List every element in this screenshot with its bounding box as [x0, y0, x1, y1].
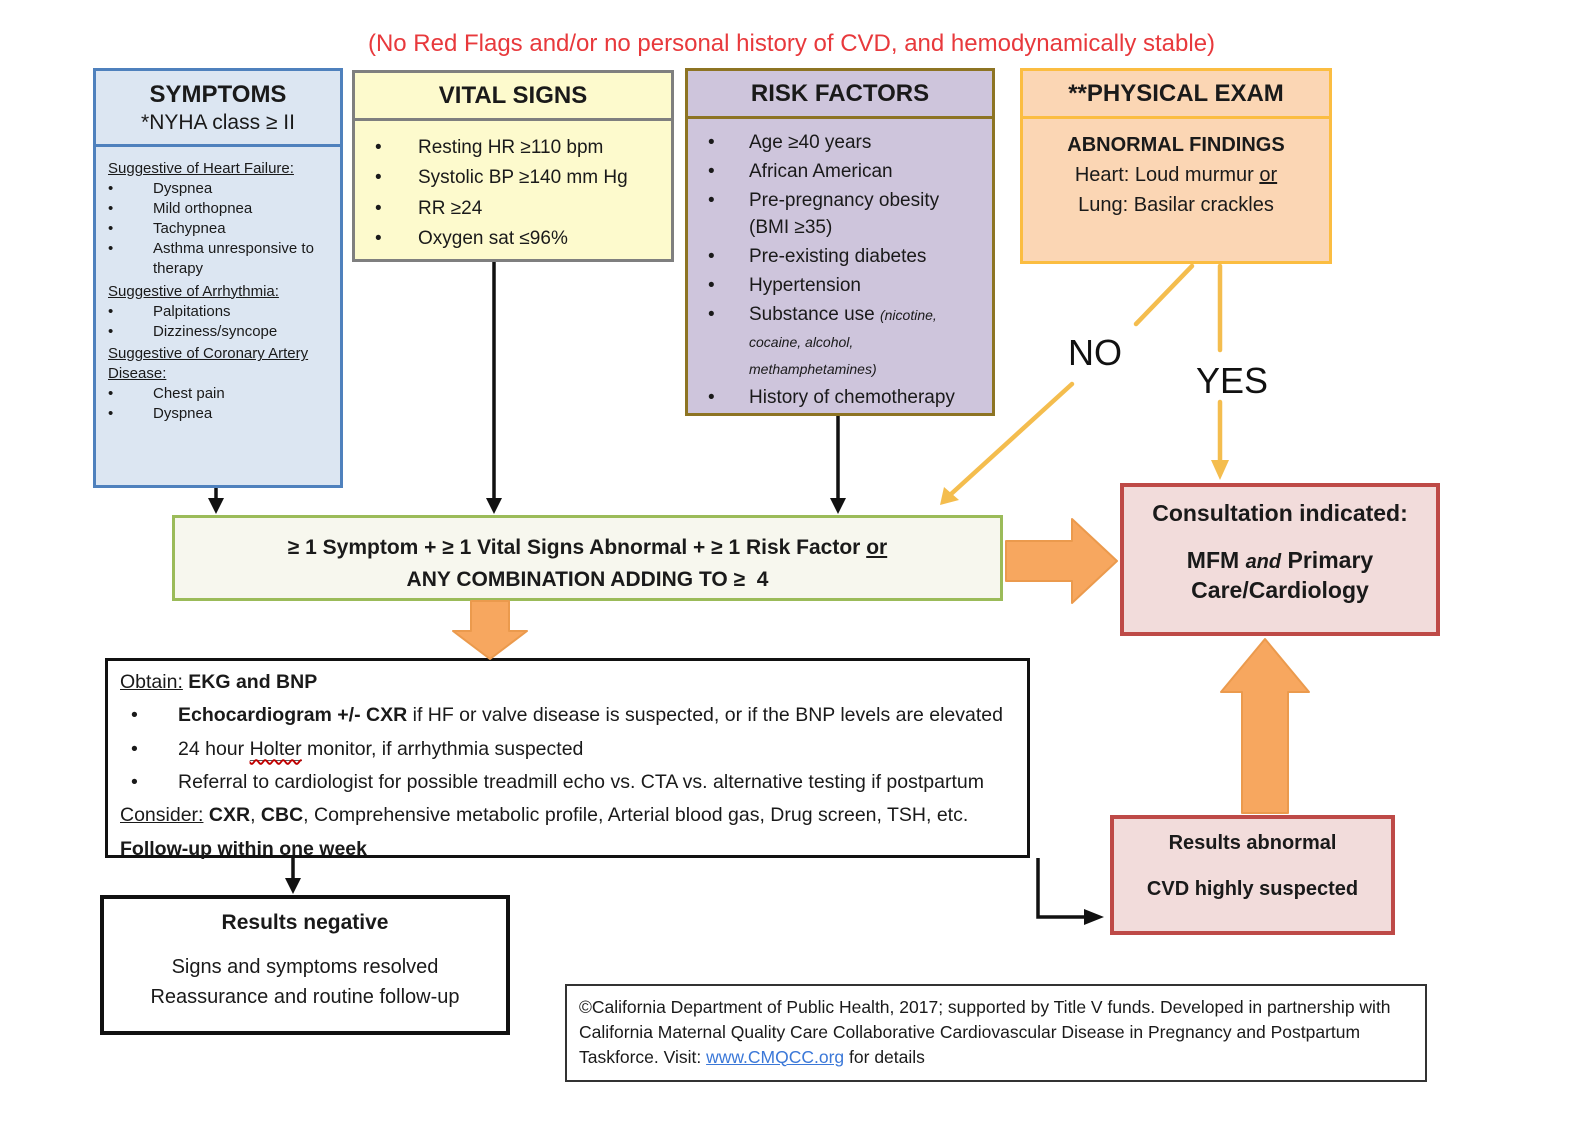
- footer-text-post: for details: [844, 1046, 925, 1067]
- consultation-line2: [1124, 547, 1436, 574]
- symptoms-title: SYMPTOMS: [149, 81, 287, 108]
- list-item: [708, 159, 984, 186]
- vital-signs-title: VITAL SIGNS: [438, 82, 588, 109]
- bullet-icon: •: [375, 167, 382, 189]
- list-item: [375, 133, 667, 163]
- yes-arrowhead: [1211, 460, 1229, 480]
- yes-label: YES: [1196, 360, 1269, 401]
- criteria-line1: [175, 532, 1000, 564]
- bullet-icon: •: [108, 219, 114, 237]
- obtain-to-abnormal-connector: [1038, 858, 1086, 917]
- list-item-label: Referral to cardiologist for possible treadmill echo vs. CTA vs. alternative testing if postpartum: [178, 771, 984, 794]
- followup-line: Follow-up within one week: [120, 837, 367, 860]
- obtain-bullet-3: [120, 770, 1015, 795]
- bullet-icon: •: [708, 245, 715, 267]
- risk-factors-header: [688, 71, 992, 119]
- page-title: (No Red Flags and/or no personal history of CVD, and hemodynamically stable): [367, 30, 1216, 57]
- heart-finding-text: Heart: Loud murmur: [1074, 164, 1260, 186]
- list-item-label: [178, 703, 1015, 728]
- list-item: [108, 384, 334, 404]
- bullet-icon: •: [708, 132, 715, 153]
- bullet-icon: •: [108, 302, 114, 320]
- criteria-to-consultation-arrow: [1006, 519, 1117, 603]
- list-item-label: Resting HR ≥110 bpm: [418, 137, 604, 158]
- holter-word: Holter: [249, 737, 302, 760]
- list-item: [108, 239, 334, 279]
- bullet-icon: •: [708, 160, 715, 182]
- obtain-bullet-1: [120, 703, 1015, 728]
- bullet-icon: •: [131, 771, 138, 794]
- list-item-label: Hypertension: [749, 274, 861, 296]
- symptoms-body: [96, 147, 340, 424]
- results-negative-line2: Reassurance and routine follow-up: [150, 986, 460, 1008]
- list-item-label: Chest pain: [153, 385, 225, 403]
- obtain-to-negative-arrowhead: [285, 878, 301, 894]
- list-item-label: [178, 737, 1015, 762]
- consultation-title: Consultation indicated:: [1152, 500, 1408, 526]
- list-item-label: Age ≥40 years: [749, 132, 872, 153]
- consider-rest: , Comprehensive metabolic profile, Arterial blood gas, Drug screen, TSH, etc.: [303, 804, 969, 827]
- vital-signs-box: [352, 70, 674, 262]
- results-abnormal-title: Results abnormal: [1168, 832, 1337, 854]
- bullet-icon: •: [375, 197, 382, 219]
- results-abnormal-line2: CVD highly suspected: [1146, 878, 1359, 900]
- bullet-icon: •: [108, 239, 114, 257]
- list-item: [708, 302, 984, 383]
- bullet-icon: •: [108, 199, 114, 217]
- consultation-box: [1120, 483, 1440, 636]
- list-item-label: Systolic BP ≥140 mm Hg: [418, 167, 628, 189]
- list-item-label: Asthma unresponsive to therapy: [153, 239, 314, 277]
- criteria-line1-text: ≥ 1 Symptom + ≥ 1 Vital Signs Abnormal + ≥ 1 Risk Factor: [287, 536, 867, 559]
- lung-finding: Lung: Basilar crackles: [1078, 194, 1274, 216]
- bullet-icon: •: [131, 737, 138, 760]
- symptoms-box: [93, 68, 343, 488]
- copyright-footer-box: [565, 984, 1427, 1082]
- echo-cxr-rest: if HF or valve disease is suspected, or if the BNP levels are elevated: [407, 704, 1003, 727]
- risk-factors-body: [688, 119, 992, 412]
- list-item: [108, 302, 334, 322]
- list-item-label: Pre-pregnancy obesity (BMI ≥35): [749, 189, 940, 238]
- bullet-icon: •: [131, 704, 138, 727]
- physical-exam-body: [1023, 119, 1329, 220]
- obtain-heading-bold: EKG and BNP: [182, 671, 318, 693]
- criteria-line1-or: or: [866, 536, 888, 559]
- consider-cxr: CXR: [203, 804, 251, 827]
- results-negative-title: Results negative: [221, 911, 389, 934]
- consider-label: Consider:: [120, 804, 204, 827]
- criteria-to-obtain-arrow: [453, 601, 527, 659]
- criteria-box: [172, 515, 1003, 601]
- vital-signs-header: [355, 73, 671, 121]
- risk-factors-title: RISK FACTORS: [750, 80, 930, 107]
- list-item-label: Oxygen sat ≤96%: [418, 228, 568, 250]
- symptoms-subtitle: *NYHA class ≥ II: [141, 111, 295, 134]
- list-item-label: [749, 302, 984, 383]
- bullet-icon: •: [375, 228, 382, 250]
- vital-signs-body: [355, 121, 671, 255]
- list-item: [375, 163, 667, 193]
- list-item: [108, 404, 334, 424]
- consider-line: [120, 803, 1015, 828]
- list-item-label: Palpitations: [153, 302, 231, 320]
- list-item-label: African American: [749, 160, 893, 182]
- list-item-label: Mild orthopnea: [153, 199, 253, 217]
- risk-factors-box: [685, 68, 995, 416]
- list-item-label: History of chemotherapy: [749, 386, 955, 408]
- consider-cbc: CBC: [260, 804, 304, 827]
- abnormal-findings-label: ABNORMAL FINDINGS: [1067, 134, 1285, 156]
- list-item: [108, 322, 334, 342]
- criteria-line2: ANY COMBINATION ADDING TO ≥ 4: [406, 567, 769, 591]
- heart-finding-or: or: [1259, 164, 1278, 186]
- obtain-bullet-2: [120, 737, 1015, 762]
- no-label: NO: [1068, 332, 1122, 373]
- substance-use-text: Substance use: [749, 303, 880, 325]
- echo-cxr-bold: Echocardiogram +/- CXR: [178, 704, 408, 727]
- list-item: [708, 188, 984, 242]
- results-abnormal-box: [1110, 815, 1395, 935]
- list-item-label: Tachypnea: [153, 219, 226, 237]
- symptoms-to-criteria-arrowhead: [208, 498, 224, 514]
- footer-text-pre: ©California Department of Public Health, 2017; supported by Title V funds. Developed in partnership with California Maternal Quality Care Collaborative Cardiovascular Disease in Pregnancy and Postpartum Taskforce. Visit:: [579, 997, 1391, 1067]
- section-heading-heart-failure: Suggestive of Heart Failure:: [108, 160, 294, 177]
- bullet-icon: •: [375, 137, 382, 158]
- bullet-icon: •: [108, 385, 114, 403]
- symptoms-header: [96, 71, 340, 147]
- cmqcc-link[interactable]: www.CMQCC.org: [706, 1046, 845, 1067]
- vitals-to-criteria-arrowhead: [486, 498, 502, 514]
- holter-pre: 24 hour: [178, 737, 250, 760]
- section-heading-arrhythmia: Suggestive of Arrhythmia:: [108, 282, 279, 300]
- list-item-label: Pre-existing diabetes: [749, 245, 927, 267]
- bullet-icon: •: [708, 274, 715, 296]
- heart-finding: [1023, 160, 1329, 190]
- obtain-label: Obtain:: [120, 671, 183, 693]
- obtain-heading: [120, 670, 1015, 695]
- list-item: [708, 385, 984, 412]
- list-item-label: Dizziness/syncope: [153, 322, 278, 340]
- results-negative-line1: Signs and symptoms resolved: [171, 956, 439, 978]
- bullet-icon: •: [708, 303, 715, 325]
- bullet-icon: •: [708, 386, 715, 408]
- list-item-label: Dyspnea: [153, 405, 213, 423]
- section-heading-coronary: Suggestive of Coronary Artery Disease:: [108, 345, 309, 383]
- consultation-primary: Primary: [1281, 547, 1374, 573]
- bullet-icon: •: [108, 179, 114, 197]
- results-negative-box: [100, 895, 510, 1035]
- list-item: [375, 224, 667, 254]
- abnormal-to-consultation-arrow: [1221, 639, 1309, 813]
- list-item: [108, 219, 334, 239]
- list-item: [708, 130, 984, 157]
- bullet-icon: •: [108, 322, 114, 340]
- obtain-box: [105, 658, 1030, 858]
- risk-to-criteria-arrowhead: [830, 498, 846, 514]
- physical-exam-title: **PHYSICAL EXAM: [1068, 80, 1284, 107]
- consultation-line3: Care/Cardiology: [1191, 577, 1369, 603]
- list-item-label: RR ≥24: [418, 197, 483, 219]
- list-item-label: Dyspnea: [153, 179, 213, 197]
- physical-exam-header: [1023, 71, 1329, 119]
- obtain-to-abnormal-arrowhead: [1084, 909, 1104, 925]
- list-item: [708, 273, 984, 300]
- no-arrowhead: [940, 487, 959, 505]
- substance-use-note: (nicotine, cocaine, alcohol, methamphetamines): [749, 306, 937, 377]
- bullet-icon: •: [108, 405, 114, 423]
- physical-exam-box: [1020, 68, 1332, 264]
- consider-sep: ,: [250, 804, 261, 827]
- consultation-mfm: MFM: [1186, 547, 1246, 573]
- bullet-icon: •: [708, 189, 715, 211]
- consultation-and: and: [1245, 551, 1282, 573]
- list-item: [708, 244, 984, 271]
- list-item: [108, 179, 334, 199]
- no-arrow-upper-segment: [1136, 266, 1192, 324]
- list-item: [375, 194, 667, 224]
- list-item: [108, 199, 334, 219]
- holter-rest: monitor, if arrhythmia suspected: [301, 737, 584, 760]
